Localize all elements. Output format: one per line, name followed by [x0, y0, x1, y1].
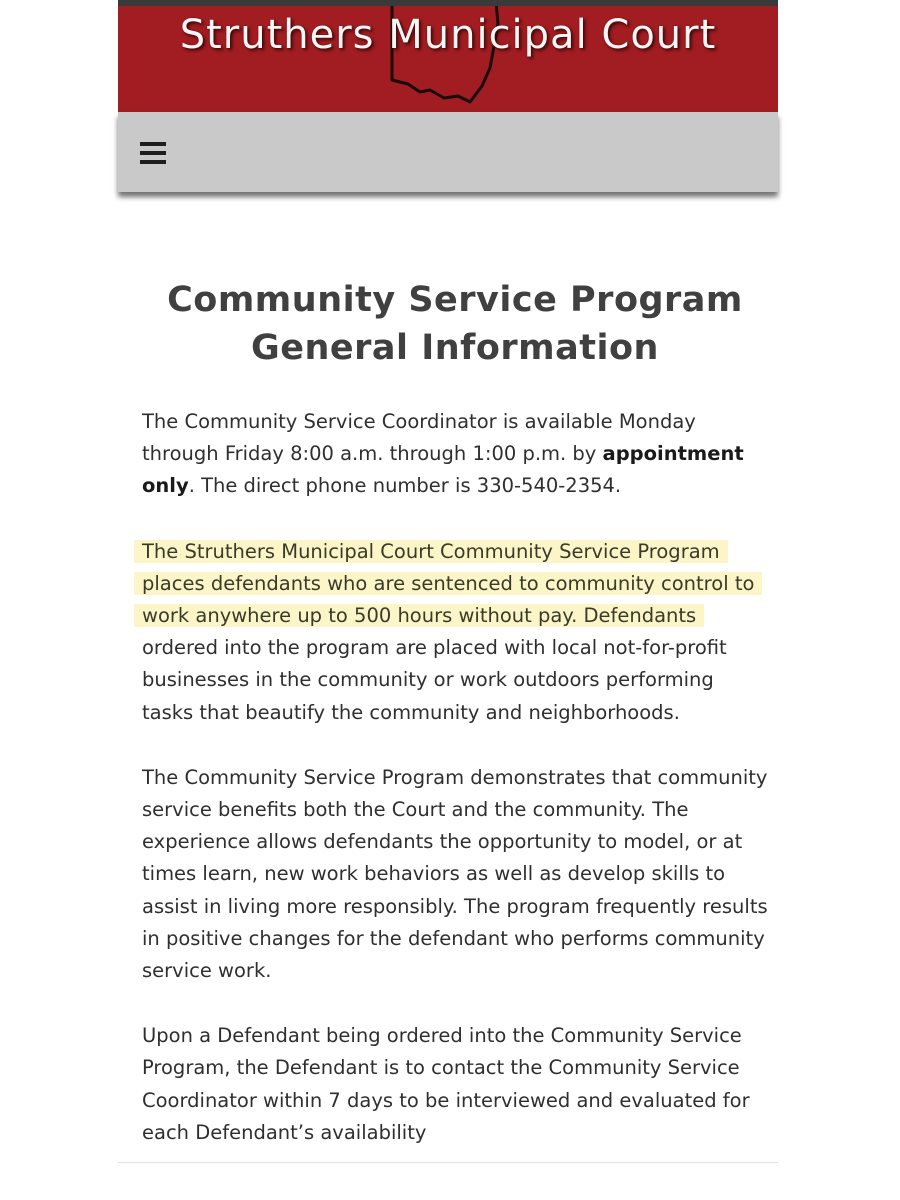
- header-banner[interactable]: [118, 0, 778, 112]
- bottom-divider: [118, 1162, 778, 1163]
- defendant-contact-paragraph: Upon a Defendant being ordered into the Community Service Program, the Defendant is to contact the Community Service Coordinator within 7 days to be interviewed and evaluated for each Defendant’s availability: [142, 1024, 750, 1144]
- phone-number-text: . The direct phone number is 330-540-2354.: [188, 474, 622, 498]
- hamburger-menu-icon[interactable]: [140, 142, 166, 164]
- menu-bar: [140, 142, 166, 146]
- page-title-line-1: Community Service Program: [167, 280, 743, 320]
- coordinator-hours-paragraph: [142, 406, 768, 503]
- site-title[interactable]: Struthers Municipal Court: [179, 12, 717, 58]
- page-title-line-2: General Information: [251, 328, 659, 368]
- page-title: [142, 276, 768, 372]
- menu-bar: [140, 160, 166, 164]
- program-description-paragraph: [142, 536, 768, 729]
- program-benefits-paragraph: The Community Service Program demonstrates that community service benefits both the Court and the community. The experience allows defendants the opportunity to model, or at times learn, new work behaviors as well as develop skills to assist in living more responsibly. The program frequently results in positive changes for the defendant who performs community service work.: [142, 765, 768, 983]
- menu-bar: [140, 151, 166, 155]
- nav-bar: [118, 112, 778, 192]
- main-content: [142, 276, 768, 1182]
- appointment-only-text: appointment only: [142, 442, 744, 498]
- coordinator-hours-text: The Community Service Coordinator is available Monday through Friday 8:00 a.m. through 1:00 p.m. by: [142, 410, 696, 466]
- program-description-text: ordered into the program are placed with local not-for-profit businesses in the community or work outdoors performing tasks that beautify the community and neighborhoods.: [142, 636, 727, 724]
- highlighted-text: The Struthers Municipal Court Community Service Program places defendants who are sentenced to community control to work anywhere up to 500 hours without pay. Defendants: [142, 539, 755, 628]
